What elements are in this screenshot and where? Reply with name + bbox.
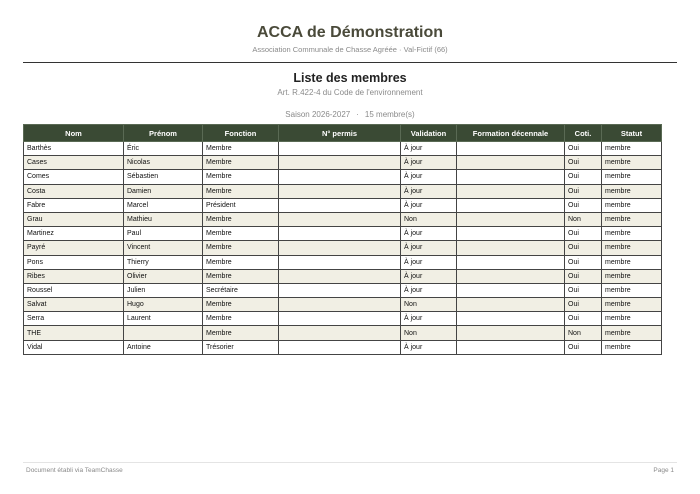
cell-nom: Costa bbox=[24, 184, 124, 198]
cell-fonction: Membre bbox=[203, 255, 279, 269]
cell-cotisation: Oui bbox=[565, 312, 602, 326]
cell-prenom: Hugo bbox=[124, 298, 203, 312]
cell-formation bbox=[457, 326, 565, 340]
cell-permis bbox=[279, 255, 401, 269]
cell-formation bbox=[457, 170, 565, 184]
cell-statut: membre bbox=[602, 326, 662, 340]
cell-nom: Grau bbox=[24, 212, 124, 226]
cell-statut: membre bbox=[602, 212, 662, 226]
cell-nom: Payré bbox=[24, 241, 124, 255]
cell-formation bbox=[457, 241, 565, 255]
cell-fonction: Membre bbox=[203, 212, 279, 226]
cell-statut: membre bbox=[602, 198, 662, 212]
cell-validation: À jour bbox=[401, 340, 457, 354]
cell-validation: Non bbox=[401, 212, 457, 226]
cell-statut: membre bbox=[602, 142, 662, 156]
cell-formation bbox=[457, 298, 565, 312]
cell-cotisation: Oui bbox=[565, 283, 602, 297]
cell-formation bbox=[457, 198, 565, 212]
cell-cotisation: Oui bbox=[565, 184, 602, 198]
cell-cotisation: Oui bbox=[565, 170, 602, 184]
cell-cotisation: Oui bbox=[565, 255, 602, 269]
document-title: Liste des membres bbox=[293, 71, 407, 85]
cell-cotisation: Oui bbox=[565, 340, 602, 354]
cell-nom: Serra bbox=[24, 312, 124, 326]
cell-statut: membre bbox=[602, 298, 662, 312]
cell-formation bbox=[457, 142, 565, 156]
cell-statut: membre bbox=[602, 269, 662, 283]
cell-permis bbox=[279, 298, 401, 312]
cell-permis bbox=[279, 198, 401, 212]
footer-divider bbox=[23, 462, 677, 463]
cell-statut: membre bbox=[602, 255, 662, 269]
column-header-validation: Validation bbox=[401, 125, 457, 142]
cell-formation bbox=[457, 312, 565, 326]
cell-fonction: Membre bbox=[203, 184, 279, 198]
organization-name: ACCA de Démonstration bbox=[256, 24, 444, 41]
cell-nom: Barthès bbox=[24, 142, 124, 156]
column-header-permis: N° permis bbox=[279, 125, 401, 142]
cell-validation: À jour bbox=[401, 241, 457, 255]
season-line bbox=[0, 110, 700, 119]
cell-nom: Ribes bbox=[24, 269, 124, 283]
cell-statut: membre bbox=[602, 312, 662, 326]
cell-prenom: Thierry bbox=[124, 255, 203, 269]
cell-cotisation: Oui bbox=[565, 269, 602, 283]
cell-statut: membre bbox=[602, 241, 662, 255]
table-row bbox=[24, 241, 662, 255]
cell-validation: À jour bbox=[401, 184, 457, 198]
table-row bbox=[24, 326, 662, 340]
cell-permis bbox=[279, 142, 401, 156]
cell-prenom: Antoine bbox=[124, 340, 203, 354]
table-row bbox=[24, 298, 662, 312]
cell-validation: Non bbox=[401, 326, 457, 340]
cell-fonction: Membre bbox=[203, 227, 279, 241]
cell-fonction: Membre bbox=[203, 326, 279, 340]
cell-permis bbox=[279, 326, 401, 340]
cell-validation: Non bbox=[401, 298, 457, 312]
cell-validation: À jour bbox=[401, 255, 457, 269]
table-row bbox=[24, 212, 662, 226]
table-row bbox=[24, 184, 662, 198]
member-count: 15 membre(s) bbox=[364, 110, 415, 119]
cell-formation bbox=[457, 212, 565, 226]
cell-permis bbox=[279, 156, 401, 170]
season-label: Saison 2026-2027 bbox=[285, 110, 351, 119]
table-row bbox=[24, 269, 662, 283]
cell-statut: membre bbox=[602, 340, 662, 354]
table-row bbox=[24, 283, 662, 297]
cell-formation bbox=[457, 340, 565, 354]
cell-prenom: Éric bbox=[124, 142, 203, 156]
cell-fonction: Membre bbox=[203, 142, 279, 156]
cell-cotisation: Non bbox=[565, 212, 602, 226]
column-header-formation: Formation décennale bbox=[457, 125, 565, 142]
cell-formation bbox=[457, 269, 565, 283]
cell-validation: À jour bbox=[401, 269, 457, 283]
cell-formation bbox=[457, 184, 565, 198]
cell-validation: À jour bbox=[401, 142, 457, 156]
footer-credit: Document établi via TeamChasse bbox=[26, 467, 123, 474]
page-number: Page 1 bbox=[653, 467, 674, 474]
cell-nom: Comes bbox=[24, 170, 124, 184]
cell-prenom: Vincent bbox=[124, 241, 203, 255]
cell-fonction: Membre bbox=[203, 170, 279, 184]
cell-prenom: Paul bbox=[124, 227, 203, 241]
column-header-nom: Nom bbox=[24, 125, 124, 142]
cell-nom: Salvat bbox=[24, 298, 124, 312]
organization-subtitle: Association Communale de Chasse Agréée · Val-Fictif (66) bbox=[252, 45, 448, 54]
cell-permis bbox=[279, 170, 401, 184]
cell-cotisation: Non bbox=[565, 326, 602, 340]
cell-statut: membre bbox=[602, 184, 662, 198]
column-header-prenom: Prénom bbox=[124, 125, 203, 142]
cell-prenom: Mathieu bbox=[124, 212, 203, 226]
cell-validation: À jour bbox=[401, 283, 457, 297]
column-header-statut: Statut bbox=[602, 125, 662, 142]
cell-statut: membre bbox=[602, 170, 662, 184]
cell-statut: membre bbox=[602, 227, 662, 241]
cell-nom: Vidal bbox=[24, 340, 124, 354]
table-row bbox=[24, 142, 662, 156]
cell-prenom: Damien bbox=[124, 184, 203, 198]
cell-formation bbox=[457, 255, 565, 269]
cell-nom: Pons bbox=[24, 255, 124, 269]
cell-permis bbox=[279, 227, 401, 241]
cell-nom: Martinez bbox=[24, 227, 124, 241]
header-divider bbox=[23, 62, 677, 63]
cell-cotisation: Oui bbox=[565, 298, 602, 312]
cell-fonction: Trésorier bbox=[203, 340, 279, 354]
cell-prenom bbox=[124, 326, 203, 340]
cell-prenom: Sébastien bbox=[124, 170, 203, 184]
cell-fonction: Membre bbox=[203, 298, 279, 312]
cell-cotisation: Oui bbox=[565, 156, 602, 170]
cell-nom: Roussel bbox=[24, 283, 124, 297]
cell-fonction: Président bbox=[203, 198, 279, 212]
cell-fonction: Secrétaire bbox=[203, 283, 279, 297]
cell-statut: membre bbox=[602, 283, 662, 297]
cell-prenom: Marcel bbox=[124, 198, 203, 212]
cell-validation: À jour bbox=[401, 170, 457, 184]
cell-permis bbox=[279, 184, 401, 198]
cell-cotisation: Oui bbox=[565, 241, 602, 255]
cell-nom: Cases bbox=[24, 156, 124, 170]
cell-validation: À jour bbox=[401, 156, 457, 170]
table-row bbox=[24, 156, 662, 170]
cell-fonction: Membre bbox=[203, 312, 279, 326]
cell-cotisation: Oui bbox=[565, 227, 602, 241]
table-row bbox=[24, 312, 662, 326]
cell-permis bbox=[279, 283, 401, 297]
cell-permis bbox=[279, 212, 401, 226]
cell-permis bbox=[279, 340, 401, 354]
table-header-row bbox=[24, 125, 662, 142]
cell-nom: THE bbox=[24, 326, 124, 340]
table-row bbox=[24, 227, 662, 241]
cell-permis bbox=[279, 269, 401, 283]
cell-cotisation: Oui bbox=[565, 198, 602, 212]
cell-prenom: Nicolas bbox=[124, 156, 203, 170]
cell-formation bbox=[457, 156, 565, 170]
cell-formation bbox=[457, 227, 565, 241]
table-row bbox=[24, 255, 662, 269]
table-row bbox=[24, 198, 662, 212]
cell-validation: À jour bbox=[401, 312, 457, 326]
document-subtitle: Art. R.422-4 du Code de l'environnement bbox=[277, 88, 423, 97]
members-table bbox=[23, 124, 662, 355]
cell-validation: À jour bbox=[401, 227, 457, 241]
cell-prenom: Olivier bbox=[124, 269, 203, 283]
column-header-cotisation: Coti. bbox=[565, 125, 602, 142]
cell-cotisation: Oui bbox=[565, 142, 602, 156]
table-row bbox=[24, 170, 662, 184]
cell-fonction: Membre bbox=[203, 156, 279, 170]
separator-dot: · bbox=[356, 110, 359, 119]
cell-fonction: Membre bbox=[203, 241, 279, 255]
cell-validation: À jour bbox=[401, 198, 457, 212]
cell-formation bbox=[457, 283, 565, 297]
column-header-fonction: Fonction bbox=[203, 125, 279, 142]
cell-permis bbox=[279, 312, 401, 326]
cell-permis bbox=[279, 241, 401, 255]
cell-nom: Fabre bbox=[24, 198, 124, 212]
table-body bbox=[24, 142, 662, 355]
cell-prenom: Laurent bbox=[124, 312, 203, 326]
cell-prenom: Julien bbox=[124, 283, 203, 297]
cell-statut: membre bbox=[602, 156, 662, 170]
cell-fonction: Membre bbox=[203, 269, 279, 283]
table-row bbox=[24, 340, 662, 354]
